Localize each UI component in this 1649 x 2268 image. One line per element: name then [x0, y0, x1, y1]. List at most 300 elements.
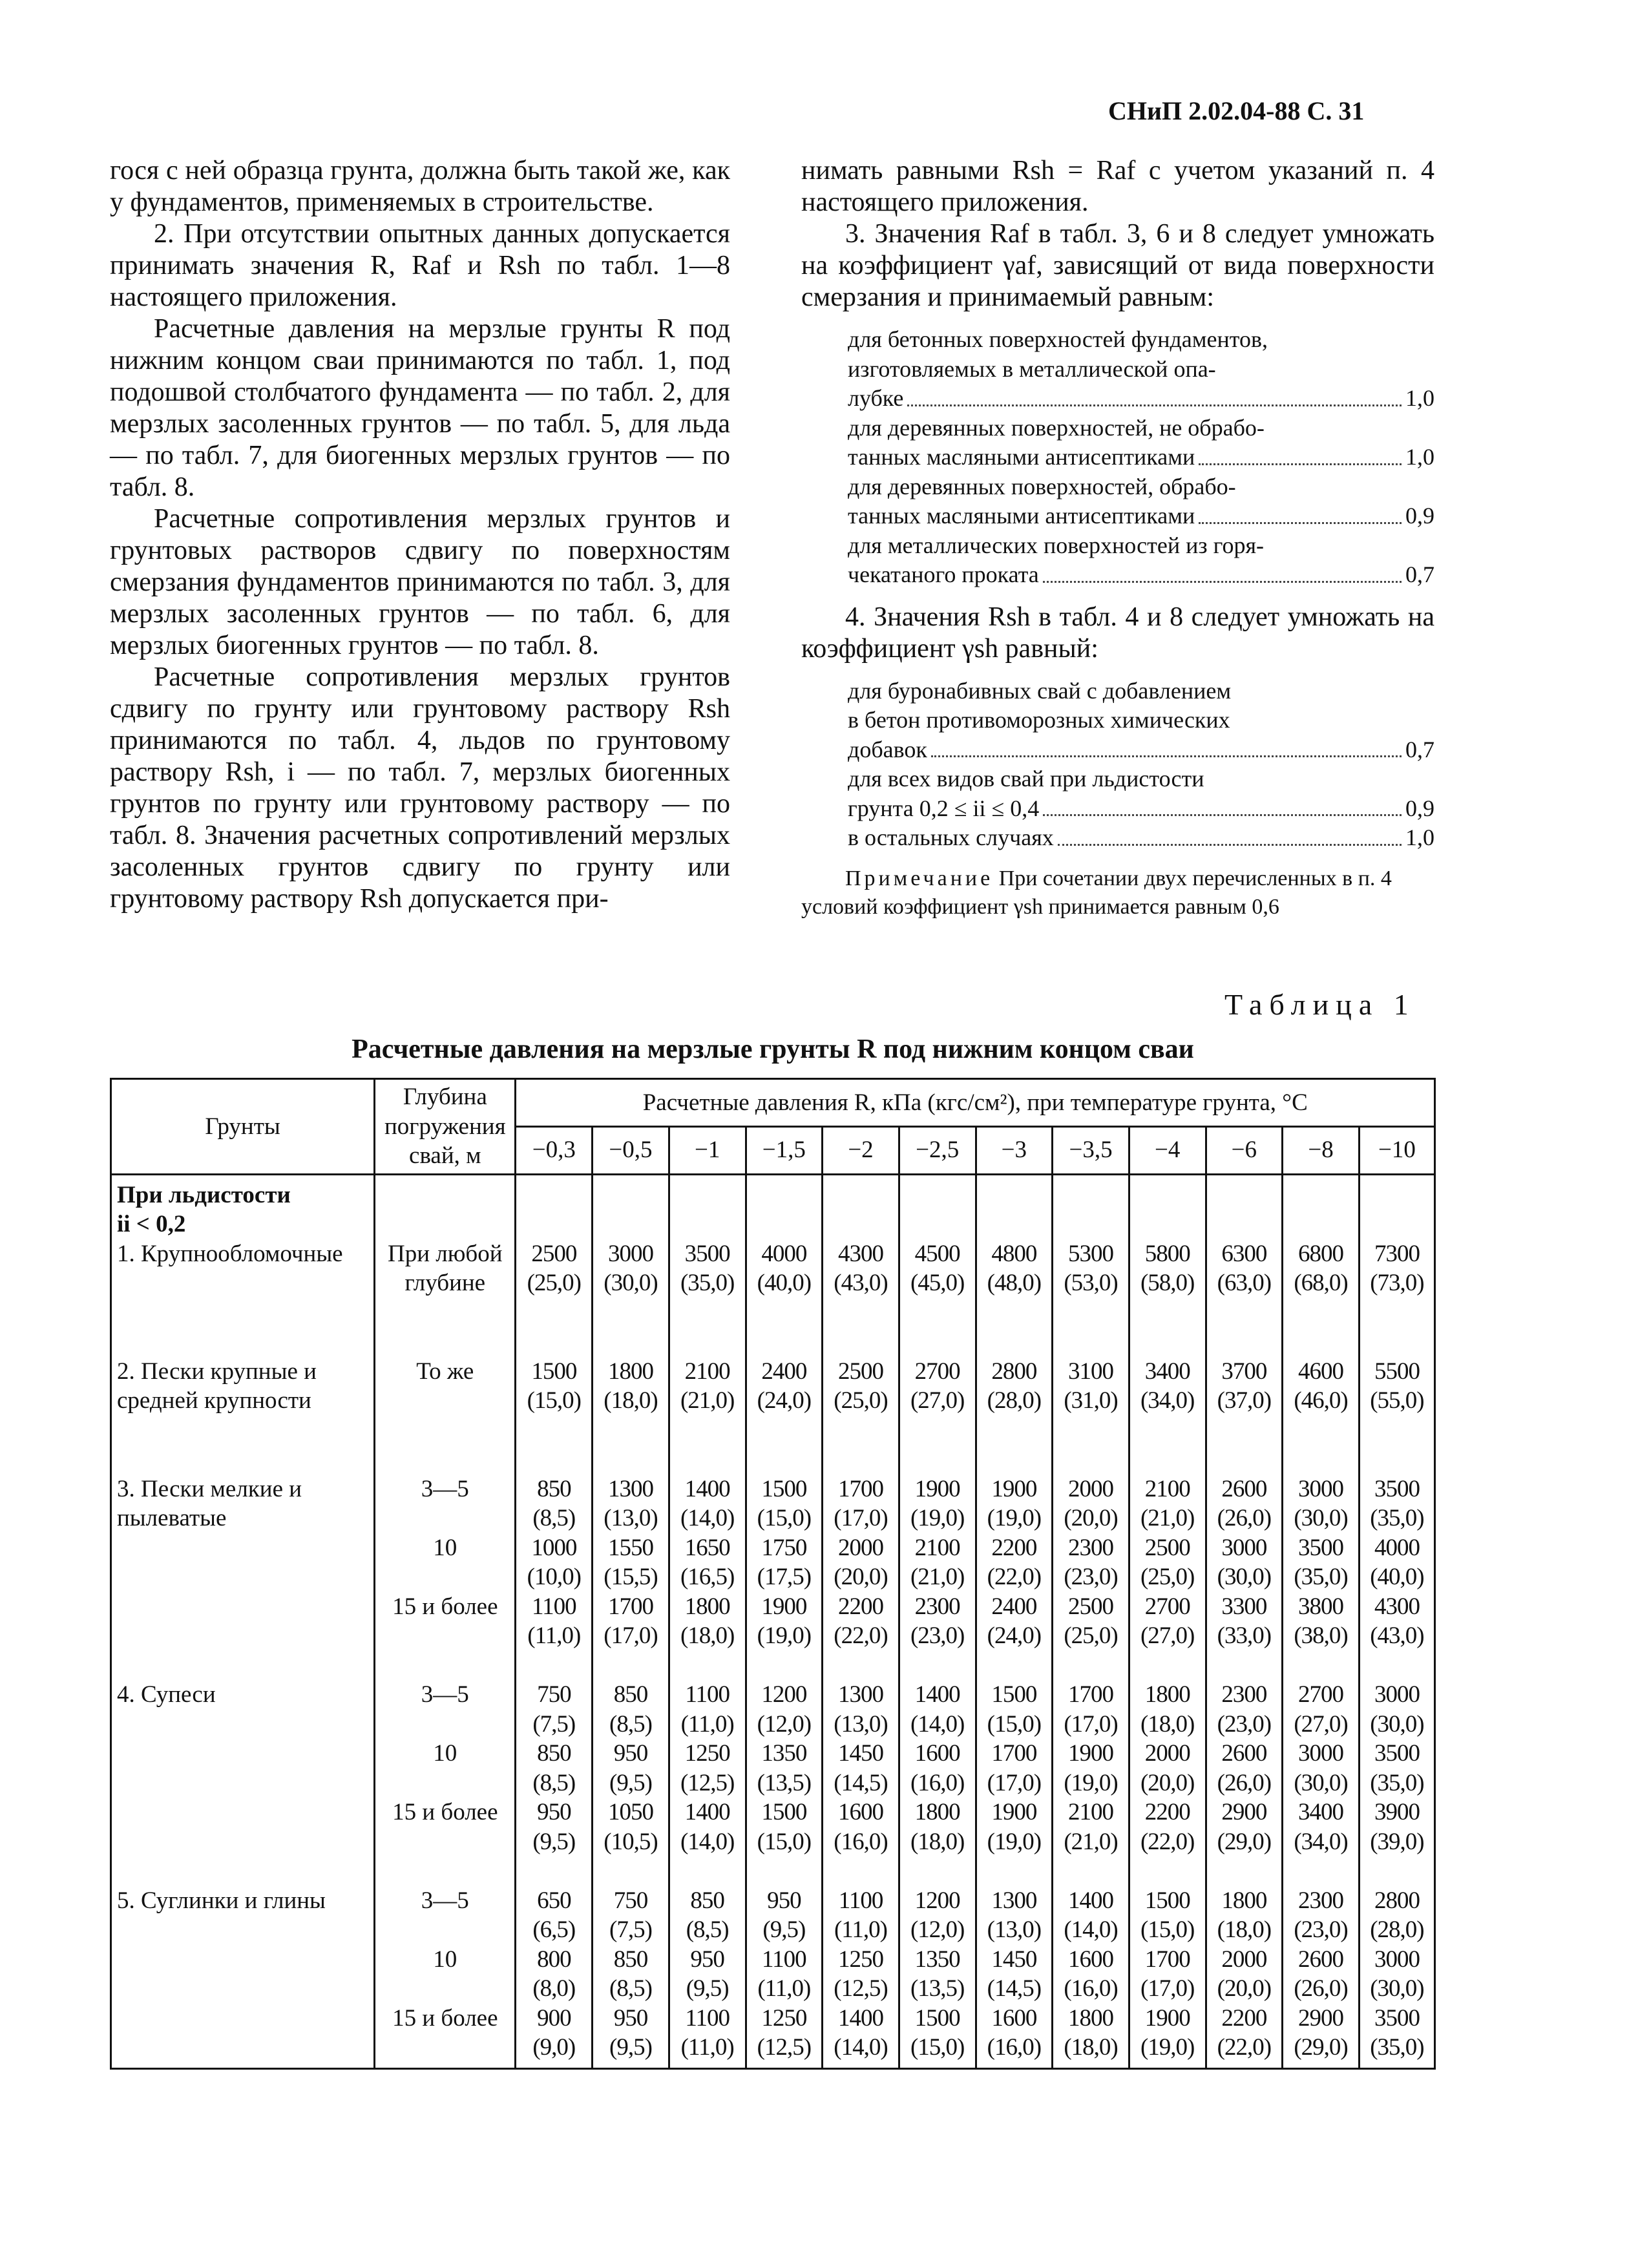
pressure-kpa: 1900: [1068, 1740, 1114, 1767]
pressure-kpa: 3500: [1374, 1740, 1420, 1767]
pressure-kgf: (40,0): [757, 1270, 812, 1296]
pressure-kpa: 1500: [761, 1799, 807, 1825]
pressure-kgf: (30,0): [1370, 1710, 1424, 1738]
pressure-kpa: 900: [537, 2004, 571, 2032]
value-block: [900, 1239, 975, 1328]
spacer: [516, 1445, 591, 1475]
pressure-kgf: (18,0): [1064, 2034, 1118, 2061]
coefficient-value: 1,0: [1405, 385, 1434, 411]
pressure-kpa: 800: [537, 1946, 571, 1973]
pressure-kpa: 1700: [1144, 1946, 1190, 1973]
pressure-kgf: (22,0): [1140, 1828, 1195, 1855]
spacer: [1053, 1327, 1128, 1357]
value-block: [1207, 1680, 1282, 1856]
list-line: чекатаного проката: [848, 562, 1039, 587]
pressure-kgf: (9,0): [532, 2034, 576, 2061]
pressure-kgf: (19,0): [987, 1505, 1042, 1531]
page-header: СНиП 2.02.04-88 С. 31: [1108, 96, 1365, 125]
spacer: [117, 1327, 371, 1357]
pressure-kpa: 1100: [762, 1946, 806, 1973]
value-block: [1130, 1239, 1205, 1328]
pressure-kgf: (20,0): [1064, 1505, 1118, 1531]
spacer: [117, 1445, 371, 1475]
pressure-kpa: 1200: [914, 1887, 960, 1914]
depth-value: 3—5: [421, 1887, 469, 1914]
pressure-kgf: (18,0): [910, 1828, 965, 1855]
spacer: [378, 1856, 512, 1886]
spacer: [1207, 1445, 1282, 1475]
note: [801, 865, 1434, 921]
pressure-kgf: (14,5): [987, 1975, 1042, 2002]
value-block: [747, 1886, 822, 2063]
spacer: [117, 1856, 371, 1886]
value-block: [823, 1886, 898, 2063]
list-value-row: [848, 384, 1434, 414]
coefficient-value: 0,7: [1405, 562, 1434, 587]
pressure-kpa: 1600: [991, 2004, 1037, 2032]
pressure-kgf: (9,5): [686, 1975, 729, 2002]
pressure-kgf: (68,0): [1294, 1270, 1348, 1296]
pressure-kpa: 1700: [1068, 1681, 1114, 1708]
pressure-kpa: 1200: [761, 1681, 807, 1708]
pressure-kgf: (23,0): [910, 1622, 965, 1649]
pressure-kpa: 2100: [1144, 1475, 1190, 1502]
pressure-kpa: 1450: [838, 1740, 883, 1767]
spacer: [1283, 1651, 1358, 1681]
spacer: [670, 1181, 745, 1239]
pressure-kgf: (17,0): [604, 1622, 658, 1649]
spacer: [1053, 1651, 1128, 1681]
value-block: [670, 1886, 745, 2063]
pressure-kgf: (10,5): [604, 1828, 658, 1855]
pressure-kpa: 1700: [607, 1593, 653, 1620]
pressure-kgf: (11,0): [527, 1622, 581, 1649]
pressure-kpa: 3500: [1374, 2004, 1420, 2032]
pressure-kgf: (29,0): [1217, 1828, 1272, 1855]
pressure-kgf: (15,0): [527, 1387, 582, 1414]
pressure-kpa: 3000: [607, 1240, 653, 1267]
pressure-kgf: (15,5): [604, 1564, 658, 1590]
spacer: [1283, 1445, 1358, 1475]
value-block: [670, 1239, 745, 1328]
list-line: лубке: [848, 385, 904, 411]
pressure-kgf: (21,0): [1064, 1828, 1118, 1855]
value-column: [1053, 1174, 1129, 2068]
pressure-kgf: (21,0): [910, 1564, 965, 1590]
value-block: [977, 1886, 1052, 2063]
pressure-table: [110, 1078, 1436, 2070]
coefficient-value: 0,9: [1405, 503, 1434, 529]
left-paragraph: Расчетные сопротивления мерзлых грунтов сдвигу по грунту или грунтовому раствору Rsh принимаются по табл. 4, льдов по грунтовому раствору Rsh, i — по табл. 7, мерзлых биогенных грунтов по грунту или грунтовому раствору — по табл. 8. Значения расчетных сопротивлений мерзлых засоленных грунтов сдвигу по грунту или грунтовому раствору Rsh допускается при-: [110, 662, 730, 914]
pressure-kgf: (17,0): [1140, 1975, 1195, 2002]
pressure-kpa: 950: [767, 1887, 801, 1914]
pressure-kpa: 3500: [1298, 1534, 1344, 1561]
soil-name: 4. Супеси: [117, 1681, 216, 1708]
pressure-kpa: 950: [613, 1740, 648, 1767]
pressure-kgf: (16,0): [834, 1828, 888, 1855]
spacer: [1360, 1651, 1434, 1681]
list-line: для бетонных поверхностей фундаментов,: [848, 326, 1268, 352]
pressure-kpa: 1750: [761, 1534, 807, 1561]
soil-column: [111, 1174, 375, 2068]
pressure-kpa: 1900: [991, 1799, 1037, 1825]
spacer: [670, 1651, 745, 1681]
depth-value: 15 и более: [392, 2004, 498, 2032]
pressure-kgf: (35,0): [1370, 2034, 1424, 2061]
pressure-kpa: 2300: [1298, 1887, 1344, 1914]
pressure-kgf: (31,0): [1064, 1387, 1118, 1414]
pressure-kpa: 3500: [1374, 1475, 1420, 1502]
list-line: для всех видов свай при льдистости: [848, 766, 1204, 792]
header-temperature: −6: [1206, 1126, 1283, 1174]
pressure-kgf: (43,0): [1370, 1622, 1424, 1649]
value-block: [1283, 1680, 1358, 1856]
header-temperature: −4: [1129, 1126, 1206, 1174]
spacer: [1053, 1445, 1128, 1475]
pressure-kpa: 1900: [991, 1475, 1037, 1502]
pressure-kpa: 1400: [914, 1681, 960, 1708]
value-block: [1053, 1239, 1128, 1328]
pressure-kgf: (14,0): [910, 1710, 965, 1738]
list-line: для буронабивных свай с добавлением: [848, 677, 1232, 704]
pressure-kpa: 2500: [1068, 1593, 1114, 1620]
coefficient-list-sh: [848, 677, 1434, 853]
value-block: [1130, 1886, 1205, 2063]
value-block: [1207, 1475, 1282, 1651]
spacer: [1130, 1651, 1205, 1681]
pressure-kpa: 1600: [1068, 1946, 1114, 1973]
pressure-kgf: (12,0): [757, 1710, 812, 1738]
spacer: [1130, 1327, 1205, 1357]
pressure-kgf: (25,0): [834, 1387, 888, 1414]
value-block: [670, 1475, 745, 1651]
pressure-kpa: 1500: [531, 1358, 577, 1385]
pressure-kpa: 850: [537, 1475, 571, 1502]
pressure-kpa: 1800: [1221, 1887, 1267, 1914]
value-block: [900, 1357, 975, 1445]
pressure-kpa: 1600: [914, 1740, 960, 1767]
list-line: в бетон противоморозных химических: [848, 707, 1230, 733]
spacer: [1283, 1327, 1358, 1357]
depth-column: [375, 1174, 516, 2068]
list-value-row: [848, 560, 1434, 590]
pressure-kgf: (8,5): [686, 1916, 729, 1943]
value-block: [747, 1680, 822, 1856]
header-temperature: −1,5: [746, 1126, 823, 1174]
pressure-kgf: (10,0): [527, 1564, 582, 1590]
pressure-kpa: 2000: [1221, 1946, 1267, 1973]
value-block: [516, 1680, 591, 1856]
value-block: [900, 1475, 975, 1651]
coefficient-value: 0,9: [1405, 795, 1434, 821]
pressure-kpa: 850: [537, 1740, 571, 1767]
pressure-kpa: 4300: [1374, 1593, 1420, 1620]
pressure-kgf: (48,0): [987, 1270, 1042, 1296]
spacer: [1207, 1856, 1282, 1886]
value-block: [1053, 1680, 1128, 1856]
spacer: [1053, 1181, 1128, 1239]
pressure-kpa: 3300: [1221, 1593, 1267, 1620]
value-block: [747, 1475, 822, 1651]
spacer: [823, 1856, 898, 1886]
list-value-row: [848, 823, 1434, 853]
value-column: [516, 1174, 593, 2068]
pressure-kpa: 2600: [1221, 1475, 1267, 1502]
spacer: [516, 1856, 591, 1886]
value-column: [1359, 1174, 1434, 2068]
pressure-kgf: (14,0): [834, 2034, 888, 2061]
pressure-kpa: 2500: [531, 1240, 577, 1267]
spacer: [823, 1327, 898, 1357]
pressure-kpa: 2200: [991, 1534, 1037, 1561]
pressure-kpa: 2800: [991, 1358, 1037, 1385]
value-block: [1360, 1680, 1434, 1856]
header-temperature: −3,5: [1053, 1126, 1129, 1174]
pressure-kgf: (21,0): [680, 1387, 735, 1414]
pressure-kpa: 850: [613, 1946, 648, 1973]
right-paragraph: 3. Значения Raf в табл. 3, 6 и 8 следует умножать на коэффициент γaf, зависящий от вида поверхности смерзания и принимаемый равным:: [801, 219, 1434, 312]
pressure-kpa: 4800: [991, 1240, 1037, 1267]
pressure-kgf: (13,5): [757, 1769, 812, 1796]
pressure-kgf: (8,5): [532, 1505, 576, 1531]
pressure-kgf: (26,0): [1217, 1769, 1272, 1796]
value-block: [1053, 1886, 1128, 2063]
pressure-kgf: (9,5): [609, 1769, 652, 1796]
pressure-kpa: 2200: [838, 1593, 883, 1620]
pressure-kgf: (11,0): [834, 1916, 888, 1943]
depth-value: То же: [416, 1358, 474, 1385]
pressure-kpa: 1100: [532, 1593, 576, 1620]
pressure-kpa: 3000: [1298, 1475, 1344, 1502]
spacer: [593, 1327, 668, 1357]
group-heading: ii < 0,2: [117, 1211, 186, 1237]
left-paragraph: 2. При отсутствии опытных данных допускается принимать значения R, Raf и Rsh по табл. 1—8 настоящего приложения.: [110, 219, 730, 312]
depth-block: [378, 1475, 512, 1651]
value-block: [1130, 1680, 1205, 1856]
spacer: [823, 1651, 898, 1681]
value-block: [1207, 1357, 1282, 1445]
dot-leader: [1043, 814, 1402, 816]
pressure-kpa: 3800: [1298, 1593, 1344, 1620]
value-block: [900, 1680, 975, 1856]
pressure-kgf: (12,5): [680, 1769, 735, 1796]
value-block: [977, 1357, 1052, 1445]
pressure-kgf: (15,0): [1140, 1916, 1195, 1943]
depth-value: 15 и более: [392, 1799, 498, 1825]
pressure-kpa: 1250: [684, 1740, 730, 1767]
pressure-kgf: (55,0): [1370, 1387, 1424, 1414]
spacer: [977, 1327, 1052, 1357]
dot-leader: [1199, 522, 1402, 524]
pressure-kgf: (17,0): [1064, 1710, 1118, 1738]
spacer: [670, 1856, 745, 1886]
pressure-kpa: 2100: [1068, 1799, 1114, 1825]
pressure-kgf: (15,0): [910, 2034, 965, 2061]
pressure-kgf: (18,0): [1217, 1916, 1272, 1943]
pressure-kpa: 2600: [1221, 1740, 1267, 1767]
pressure-kpa: 850: [613, 1681, 648, 1708]
pressure-kpa: 2000: [838, 1534, 883, 1561]
value-block: [747, 1357, 822, 1445]
pressure-kpa: 1050: [607, 1799, 653, 1825]
pressure-kpa: 2300: [1068, 1534, 1114, 1561]
pressure-kpa: 3000: [1374, 1946, 1420, 1973]
pressure-kgf: (19,0): [987, 1828, 1042, 1855]
pressure-kpa: 2000: [1068, 1475, 1114, 1502]
pressure-kpa: 1550: [607, 1534, 653, 1561]
pressure-kgf: (37,0): [1217, 1387, 1272, 1414]
value-block: [516, 1475, 591, 1651]
pressure-kpa: 750: [613, 1887, 648, 1914]
value-column: [1129, 1174, 1206, 2068]
list-line: танных масляными антисептиками: [848, 503, 1195, 529]
pressure-kpa: 5800: [1144, 1240, 1190, 1267]
pressure-kgf: (45,0): [910, 1270, 965, 1296]
pressure-kpa: 1300: [607, 1475, 653, 1502]
value-block: [670, 1357, 745, 1445]
spacer: [593, 1856, 668, 1886]
spacer: [516, 1651, 591, 1681]
pressure-kgf: (14,0): [680, 1828, 735, 1855]
pressure-kpa: 2300: [1221, 1681, 1267, 1708]
value-column: [976, 1174, 1053, 2068]
pressure-kgf: (15,0): [757, 1505, 812, 1531]
pressure-kpa: 4000: [1374, 1534, 1420, 1561]
pressure-kgf: (11,0): [680, 1710, 734, 1738]
left-paragraph: гося с ней образца грунта, должна быть такой же, как у фундаментов, применяемых в строительстве.: [110, 156, 730, 217]
pressure-kgf: (53,0): [1064, 1270, 1118, 1296]
pressure-kgf: (24,0): [757, 1387, 812, 1414]
spacer: [593, 1651, 668, 1681]
pressure-kgf: (17,0): [987, 1769, 1042, 1796]
pressure-kpa: 2900: [1298, 2004, 1344, 2032]
header-temperature: −0,3: [516, 1126, 593, 1174]
pressure-kpa: 6800: [1298, 1240, 1344, 1267]
value-block: [1130, 1475, 1205, 1651]
pressure-kgf: (14,0): [1064, 1916, 1118, 1943]
pressure-kgf: (9,5): [762, 1916, 806, 1943]
spacer: [1360, 1327, 1434, 1357]
value-column: [1206, 1174, 1283, 2068]
value-block: [516, 1886, 591, 2063]
coefficient-value: 1,0: [1405, 824, 1434, 850]
pressure-kgf: (15,0): [757, 1828, 812, 1855]
spacer: [747, 1445, 822, 1475]
pressure-kgf: (27,0): [1140, 1622, 1195, 1649]
spacer: [1130, 1181, 1205, 1239]
spacer: [977, 1181, 1052, 1239]
depth-value: 10: [433, 1946, 457, 1973]
pressure-kgf: (17,5): [757, 1564, 812, 1590]
spacer: [823, 1181, 898, 1239]
pressure-kpa: 2100: [684, 1358, 730, 1385]
pressure-kgf: (9,5): [532, 1828, 576, 1855]
pressure-kgf: (8,0): [532, 1975, 576, 2002]
header-pressure: Расчетные давления R, кПа (кгс/см²), при температуре грунта, °С: [516, 1079, 1435, 1127]
soil-name: 1. Крупнообломочные: [117, 1240, 343, 1267]
spacer: [1360, 1856, 1434, 1886]
depth-value: При любой глубине: [388, 1240, 503, 1296]
soil-name: 2. Пески крупные и средней крупности: [117, 1358, 317, 1414]
spacer: [747, 1327, 822, 1357]
pressure-kpa: 650: [537, 1887, 571, 1914]
pressure-kpa: 950: [537, 1799, 571, 1825]
pressure-kgf: (16,0): [1064, 1975, 1118, 2002]
header-temperature: −2: [823, 1126, 899, 1174]
list-line: для деревянных поверхностей, обрабо-: [848, 473, 1236, 499]
pressure-kpa: 1400: [838, 2004, 883, 2032]
pressure-kgf: (30,0): [1294, 1505, 1348, 1531]
pressure-kgf: (11,0): [757, 1975, 811, 2002]
pressure-kgf: (30,0): [1370, 1975, 1424, 2002]
value-block: [1053, 1357, 1128, 1445]
pressure-kpa: 2500: [1144, 1534, 1190, 1561]
pressure-kpa: 950: [690, 1946, 724, 1973]
value-block: [1360, 1239, 1434, 1328]
pressure-kpa: 1800: [607, 1358, 653, 1385]
spacer: [823, 1445, 898, 1475]
pressure-kgf: (20,0): [1140, 1769, 1195, 1796]
pressure-kgf: (18,0): [680, 1622, 735, 1649]
pressure-kgf: (23,0): [1064, 1564, 1118, 1590]
depth-block: [378, 1680, 512, 1856]
pressure-kgf: (8,5): [609, 1710, 652, 1738]
pressure-kgf: (28,0): [1370, 1916, 1424, 1943]
note-text: При сочетании двух перечисленных в п. 4 условий коэффициент γsh принимается равным 0,6: [801, 866, 1392, 919]
pressure-kpa: 1500: [761, 1475, 807, 1502]
spacer: [1207, 1651, 1282, 1681]
spacer: [1207, 1327, 1282, 1357]
pressure-kpa: 2700: [1298, 1681, 1344, 1708]
pressure-kpa: 3000: [1374, 1681, 1420, 1708]
value-block: [977, 1475, 1052, 1651]
pressure-kpa: 4600: [1298, 1358, 1344, 1385]
pressure-kgf: (13,0): [834, 1710, 888, 1738]
pressure-kpa: 2400: [761, 1358, 807, 1385]
pressure-kgf: (12,0): [910, 1916, 965, 1943]
coefficient-value: 1,0: [1405, 444, 1434, 470]
right-paragraph: нимать равными Rsh = Raf с учетом указаний п. 4 настоящего приложения.: [801, 156, 1434, 217]
spacer: [378, 1327, 512, 1357]
value-block: [1360, 1357, 1434, 1445]
pressure-kpa: 1650: [684, 1534, 730, 1561]
spacer: [900, 1327, 975, 1357]
list-line: добавок: [848, 736, 927, 762]
table-number: Таблица 1: [1224, 988, 1416, 1021]
list-line: для металлических поверхностей из горя-: [848, 532, 1265, 558]
pressure-kpa: 2800: [1374, 1887, 1420, 1914]
pressure-kgf: (20,0): [1217, 1975, 1272, 2002]
pressure-kgf: (26,0): [1217, 1505, 1272, 1531]
value-column: [593, 1174, 669, 2068]
pressure-kgf: (13,5): [910, 1975, 965, 2002]
pressure-kgf: (19,0): [1140, 2034, 1195, 2061]
spacer: [900, 1856, 975, 1886]
coefficient-list-af: [848, 325, 1434, 590]
value-block: [1053, 1475, 1128, 1651]
pressure-kgf: (43,0): [834, 1270, 888, 1296]
value-block: [823, 1680, 898, 1856]
spacer: [1283, 1856, 1358, 1886]
pressure-kgf: (28,0): [987, 1387, 1042, 1414]
pressure-kgf: (8,5): [609, 1975, 652, 2002]
pressure-kgf: (23,0): [1217, 1710, 1272, 1738]
spacer: [1130, 1445, 1205, 1475]
pressure-kgf: (25,0): [1064, 1622, 1118, 1649]
dot-leader: [1043, 581, 1402, 583]
dot-leader: [1199, 463, 1402, 465]
spacer: [378, 1651, 512, 1681]
